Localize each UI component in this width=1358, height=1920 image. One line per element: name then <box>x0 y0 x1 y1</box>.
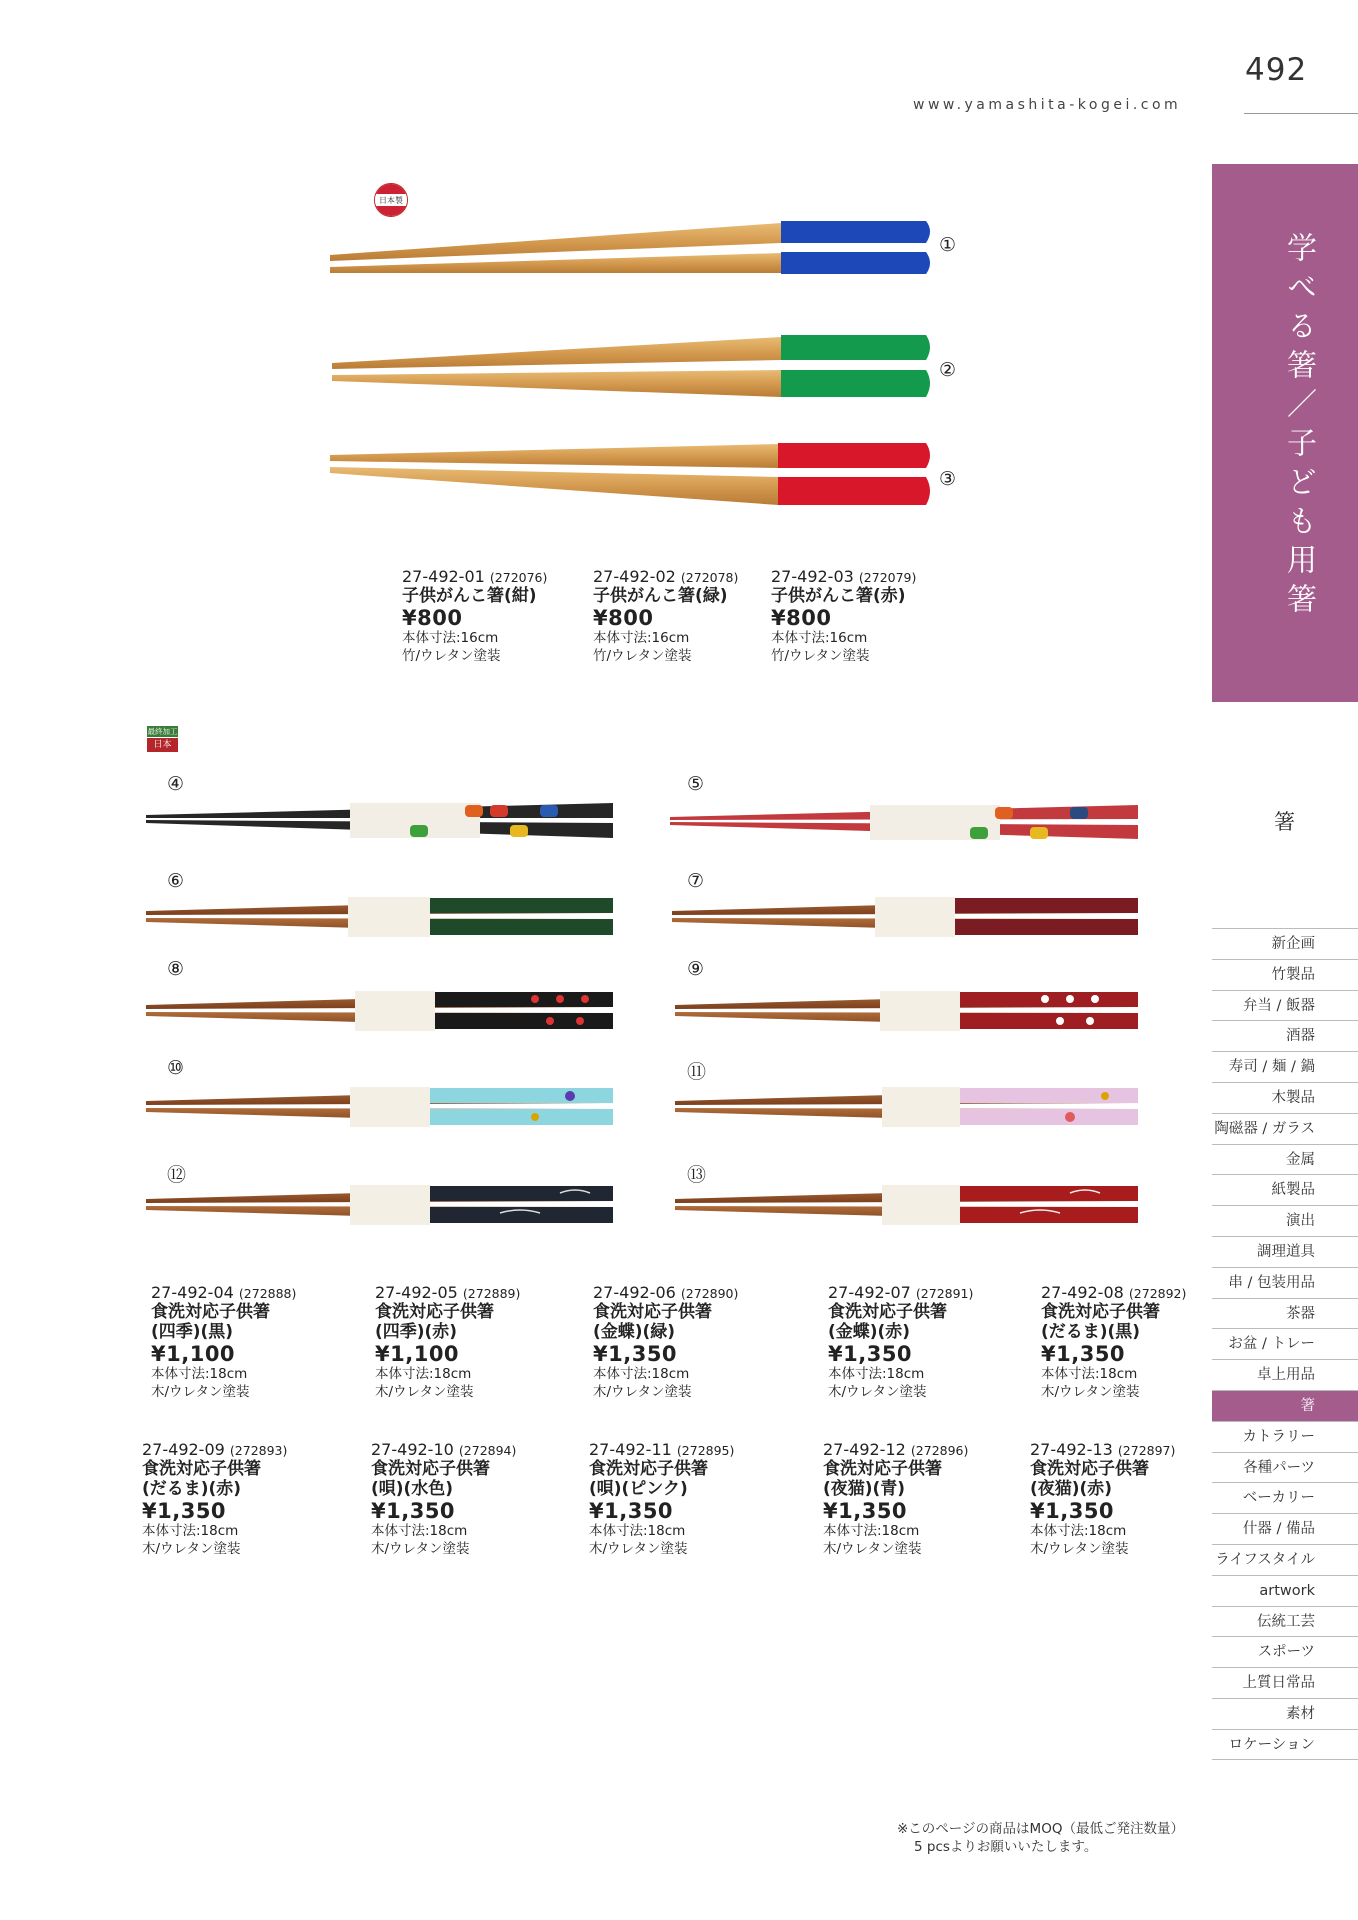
product-code: 27-492-13 <box>1030 1440 1113 1459</box>
page-number: 492 <box>1245 52 1308 88</box>
product-code: 27-492-04 <box>151 1283 234 1302</box>
marker-13: ⑬ <box>687 1164 707 1186</box>
marker-2: ② <box>939 359 957 381</box>
product-dimension: 本体寸法:18cm <box>823 1523 920 1539</box>
final-processing-text: 最終加工 <box>147 727 178 736</box>
marker-8: ⑧ <box>167 958 185 980</box>
product-27-492-11 <box>589 1440 819 1558</box>
product-material: 木/ウレタン塗装 <box>589 1540 688 1557</box>
marker-4: ④ <box>167 773 185 795</box>
product-price: ¥1,350 <box>1041 1342 1126 1366</box>
chopstick-pair-6 <box>146 897 613 937</box>
product-material: 竹/ウレタン塗装 <box>593 647 692 664</box>
chopstick-pair-4 <box>146 803 613 838</box>
product-27-492-03 <box>771 567 1001 665</box>
nav-item-artwork[interactable]: artwork <box>1212 1575 1358 1606</box>
product-jan: (272079) <box>858 570 917 585</box>
nav-item-traditional[interactable]: 伝統工芸 <box>1212 1606 1358 1637</box>
product-name-variant: (唄)(ピンク) <box>589 1479 688 1499</box>
marker-3: ③ <box>939 468 957 490</box>
product-jan: (272894) <box>458 1443 517 1458</box>
product-name-variant: (金蝶)(赤) <box>828 1322 911 1342</box>
product-material: 木/ウレタン塗装 <box>593 1383 692 1400</box>
nav-item-chopsticks[interactable]: 箸 <box>1212 1390 1358 1421</box>
product-dimension: 本体寸法:18cm <box>151 1366 248 1382</box>
product-27-492-12 <box>823 1440 1053 1558</box>
product-price: ¥800 <box>593 606 654 630</box>
nav-item-skewer[interactable]: 串 / 包装用品 <box>1212 1267 1358 1298</box>
chopstick-pair-9 <box>675 991 1138 1031</box>
product-name-variant: (唄)(水色) <box>371 1479 454 1499</box>
nav-item-lifestyle[interactable]: ライフスタイル <box>1212 1544 1358 1575</box>
product-name-variant: (だるま)(黒) <box>1041 1322 1141 1342</box>
product-material: 木/ウレタン塗装 <box>828 1383 927 1400</box>
product-material: 木/ウレタン塗装 <box>151 1383 250 1400</box>
product-name: 子供がんこ箸(緑) <box>593 586 728 606</box>
marker-6: ⑥ <box>167 870 185 892</box>
nav-item-ceramics[interactable]: 陶磁器 / ガラス <box>1212 1113 1358 1144</box>
product-price: ¥1,350 <box>593 1342 678 1366</box>
product-material: 木/ウレタン塗装 <box>142 1540 241 1557</box>
product-code: 27-492-09 <box>142 1440 225 1459</box>
product-name: 食洗対応子供箸 <box>142 1459 261 1479</box>
marker-11: ⑪ <box>687 1061 707 1083</box>
product-code: 27-492-03 <box>771 567 854 586</box>
nav-item-tabletop[interactable]: 卓上用品 <box>1212 1359 1358 1390</box>
nav-item-sake[interactable]: 酒器 <box>1212 1020 1358 1051</box>
product-material: 木/ウレタン塗装 <box>823 1540 922 1557</box>
product-jan: (272891) <box>915 1286 974 1301</box>
nav-item-bento[interactable]: 弁当 / 飯器 <box>1212 990 1358 1021</box>
product-name-variant: (四季)(赤) <box>375 1322 458 1342</box>
product-jan: (272890) <box>680 1286 739 1301</box>
product-dimension: 本体寸法:16cm <box>771 630 868 646</box>
product-code: 27-492-02 <box>593 567 676 586</box>
category-tab-title: 学べる箸／子ども用箸 <box>1281 232 1316 622</box>
product-code: 27-492-08 <box>1041 1283 1124 1302</box>
product-material: 木/ウレタン塗装 <box>375 1383 474 1400</box>
product-name-variant: (金蝶)(緑) <box>593 1322 676 1342</box>
nav-item-metal[interactable]: 金属 <box>1212 1144 1358 1175</box>
product-code: 27-492-07 <box>828 1283 911 1302</box>
product-material: 木/ウレタン塗装 <box>1030 1540 1129 1557</box>
chopstick-pair-11 <box>675 1087 1138 1127</box>
product-price: ¥1,350 <box>823 1499 908 1523</box>
moq-note-line2: 5 pcsよりお願いいたします。 <box>914 1839 1098 1855</box>
made-in-japan-badge <box>374 183 408 217</box>
product-dimension: 本体寸法:16cm <box>402 630 499 646</box>
product-price: ¥1,350 <box>142 1499 227 1523</box>
product-jan: (272895) <box>676 1443 735 1458</box>
nav-item-fixtures[interactable]: 什器 / 備品 <box>1212 1513 1358 1544</box>
product-dimension: 本体寸法:18cm <box>593 1366 690 1382</box>
product-dimension: 本体寸法:18cm <box>1041 1366 1138 1382</box>
product-price: ¥1,350 <box>371 1499 456 1523</box>
product-27-492-07 <box>828 1283 1058 1401</box>
product-price: ¥800 <box>771 606 832 630</box>
product-price: ¥1,350 <box>589 1499 674 1523</box>
product-27-492-13 <box>1030 1440 1210 1558</box>
chopstick-pair-red <box>330 443 930 505</box>
product-jan: (272889) <box>462 1286 521 1301</box>
marker-7: ⑦ <box>687 870 705 892</box>
bamboo-chopsticks-image <box>326 215 936 515</box>
nav-item-bakery[interactable]: ベーカリー <box>1212 1482 1358 1513</box>
product-material: 木/ウレタン塗装 <box>371 1540 470 1557</box>
product-code: 27-492-12 <box>823 1440 906 1459</box>
nav-item-bamboo[interactable]: 竹製品 <box>1212 959 1358 990</box>
chopstick-pair-10 <box>146 1087 613 1127</box>
product-name-variant: (四季)(黒) <box>151 1322 234 1342</box>
nav-item-sports[interactable]: スポーツ <box>1212 1636 1358 1667</box>
section-label: 箸 <box>1274 810 1295 834</box>
product-price: ¥1,350 <box>1030 1499 1115 1523</box>
product-27-492-06 <box>593 1283 823 1401</box>
moq-note <box>897 1820 1184 1856</box>
product-jan: (272896) <box>910 1443 969 1458</box>
moq-note-line1: ※このページの商品はMOQ（最低ご発注数量） <box>897 1821 1184 1837</box>
product-material: 竹/ウレタン塗装 <box>771 647 870 664</box>
nav-item-cutlery[interactable]: カトラリー <box>1212 1421 1358 1452</box>
product-name: 食洗対応子供箸 <box>589 1459 708 1479</box>
chopstick-pair-navy <box>330 221 930 274</box>
page-number-rule <box>1244 113 1358 114</box>
product-dimension: 本体寸法:18cm <box>589 1523 686 1539</box>
chopstick-pair-green <box>332 335 930 397</box>
nav-item-new[interactable]: 新企画 <box>1212 928 1358 959</box>
nav-item-cooking[interactable]: 調理道具 <box>1212 1236 1358 1267</box>
product-price: ¥800 <box>402 606 463 630</box>
product-material: 竹/ウレタン塗装 <box>402 647 501 664</box>
nav-item-parts[interactable]: 各種パーツ <box>1212 1452 1358 1483</box>
product-code: 27-492-01 <box>402 567 485 586</box>
product-price: ¥1,100 <box>375 1342 460 1366</box>
product-name: 食洗対応子供箸 <box>375 1302 494 1322</box>
product-name: 食洗対応子供箸 <box>1030 1459 1149 1479</box>
chopstick-pair-12 <box>146 1185 613 1225</box>
nav-item-material[interactable]: 素材 <box>1212 1698 1358 1729</box>
site-url[interactable]: www.yamashita-kogei.com <box>913 97 1182 113</box>
product-material: 木/ウレタン塗装 <box>1041 1383 1140 1400</box>
nav-item-sushi[interactable]: 寿司 / 麺 / 鍋 <box>1212 1051 1358 1082</box>
product-name: 子供がんこ箸(赤) <box>771 586 906 606</box>
chopstick-pair-13 <box>675 1185 1138 1225</box>
product-jan: (272892) <box>1128 1286 1187 1301</box>
chopstick-pair-8 <box>146 991 613 1031</box>
nav-item-display[interactable]: 演出 <box>1212 1205 1358 1236</box>
product-27-492-05 <box>375 1283 605 1401</box>
product-dimension: 本体寸法:18cm <box>371 1523 468 1539</box>
product-dimension: 本体寸法:18cm <box>828 1366 925 1382</box>
nav-item-location[interactable]: ロケーション <box>1212 1729 1358 1760</box>
product-name: 食洗対応子供箸 <box>371 1459 490 1479</box>
product-name: 食洗対応子供箸 <box>828 1302 947 1322</box>
marker-1: ① <box>939 234 957 256</box>
product-name: 食洗対応子供箸 <box>593 1302 712 1322</box>
product-name: 子供がんこ箸(紺) <box>402 586 537 606</box>
product-name: 食洗対応子供箸 <box>823 1459 942 1479</box>
marker-12: ⑫ <box>167 1164 187 1186</box>
product-jan: (272078) <box>680 570 739 585</box>
product-name: 食洗対応子供箸 <box>151 1302 270 1322</box>
product-jan: (272897) <box>1117 1443 1176 1458</box>
product-dimension: 本体寸法:18cm <box>142 1523 239 1539</box>
product-code: 27-492-05 <box>375 1283 458 1302</box>
product-27-492-10 <box>371 1440 601 1558</box>
chopstick-pair-7 <box>672 897 1138 937</box>
final-processing-badge <box>147 726 178 752</box>
product-code: 27-492-10 <box>371 1440 454 1459</box>
product-27-492-09 <box>142 1440 372 1558</box>
nav-item-premium[interactable]: 上質日常品 <box>1212 1667 1358 1698</box>
chopstick-pair-5 <box>670 805 1138 840</box>
nav-item-tea[interactable]: 茶器 <box>1212 1298 1358 1329</box>
product-27-492-08 <box>1041 1283 1211 1401</box>
marker-5: ⑤ <box>687 773 705 795</box>
product-price: ¥1,350 <box>828 1342 913 1366</box>
product-name: 食洗対応子供箸 <box>1041 1302 1160 1322</box>
product-jan: (272888) <box>238 1286 297 1301</box>
nav-item-tray[interactable]: お盆 / トレー <box>1212 1328 1358 1359</box>
made-in-japan-text: 日本製 <box>379 196 403 205</box>
side-nav <box>1212 928 1358 1760</box>
nav-item-paper[interactable]: 紙製品 <box>1212 1174 1358 1205</box>
product-price: ¥1,100 <box>151 1342 236 1366</box>
product-code: 27-492-11 <box>589 1440 672 1459</box>
product-name-variant: (夜猫)(赤) <box>1030 1479 1113 1499</box>
nav-item-wood[interactable]: 木製品 <box>1212 1082 1358 1113</box>
product-27-492-04 <box>151 1283 381 1401</box>
marker-10: ⑩ <box>167 1057 185 1079</box>
product-name-variant: (だるま)(赤) <box>142 1479 242 1499</box>
product-dimension: 本体寸法:18cm <box>1030 1523 1127 1539</box>
product-name-variant: (夜猫)(青) <box>823 1479 906 1499</box>
final-processing-country: 日本 <box>147 738 178 752</box>
product-code: 27-492-06 <box>593 1283 676 1302</box>
product-jan: (272076) <box>489 570 548 585</box>
product-dimension: 本体寸法:16cm <box>593 630 690 646</box>
product-jan: (272893) <box>229 1443 288 1458</box>
product-dimension: 本体寸法:18cm <box>375 1366 472 1382</box>
lacquer-chopsticks-image <box>140 785 1150 1235</box>
marker-9: ⑨ <box>687 958 705 980</box>
